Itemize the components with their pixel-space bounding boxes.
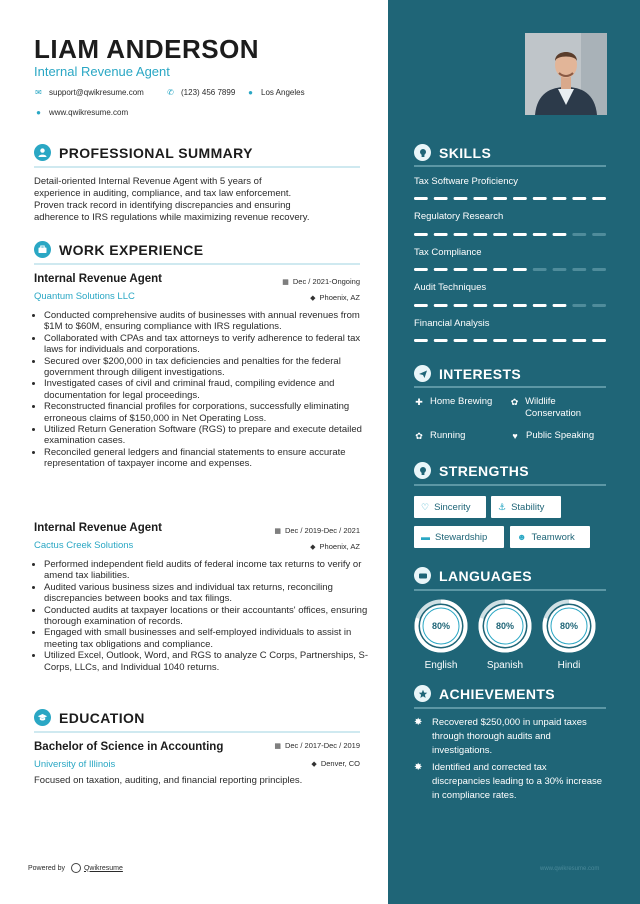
summary-line: experience in auditing, compliance, and tax law enforcement. [34, 188, 292, 199]
interests-heading: INTERESTS [439, 365, 522, 382]
language-name: Spanish [486, 660, 524, 671]
list-item: • Utilized Excel, Outlook, Word, and RGS to analyze C Corps, Partnerships, S-Corps, LLCs, and Individual 1040 returns. [44, 650, 374, 673]
list-item: • Conducted comprehensive audits of businesses with annual revenues from $1M to $60M, ensuring compliance with IRS regulations. [44, 310, 374, 333]
strength-label: Stability [511, 501, 545, 513]
skill-bar-segment [592, 268, 606, 271]
website-text: www.qwikresume.com [49, 108, 129, 117]
skill-label: Tax Software Proficiency [414, 176, 519, 187]
skill-bar [414, 304, 606, 307]
skills-divider [414, 165, 606, 167]
education-section-header [34, 709, 145, 726]
education-date-text: Dec / 2017-Dec / 2019 [284, 741, 360, 750]
skill-bar-segment [553, 304, 567, 307]
job-location-text: Phoenix, AZ [319, 542, 360, 551]
interest-label: Home Brewing [430, 396, 493, 407]
skill-bar-segment [473, 268, 487, 271]
skill-label: Audit Techniques [414, 282, 487, 293]
briefcase-icon [34, 241, 51, 258]
language-percent: 80% [431, 621, 451, 631]
interest-label: Wildlife Conservation [525, 396, 582, 419]
work-divider [34, 263, 360, 265]
skill-label: Regulatory Research [414, 211, 504, 222]
list-item: • Reconstructed financial profiles for corporations, successfully eliminating erroneous claims of $150,000 in Net Operating Loss. [44, 401, 374, 424]
list-item: • Reconciled general ledgers and financial statements to ensure accurate representation of taxpayer income and expenses. [44, 447, 374, 470]
interest-item [510, 430, 594, 442]
job-bullets [34, 310, 374, 470]
list-item: • Performed independent field audits of federal income tax returns to verify or amend tax liabilities. [44, 559, 374, 582]
skill-bar-segment [592, 197, 606, 200]
email-icon: ✉ [35, 88, 42, 97]
job-company: Cactus Creek Solutions [34, 540, 134, 551]
job-date [274, 526, 360, 535]
skill-bar-segment [454, 233, 468, 236]
skill-bar-segment [434, 339, 448, 342]
language-percent: 80% [495, 621, 515, 631]
anchor-icon: ⚓ [498, 501, 507, 512]
languages-divider [414, 589, 606, 591]
list-item: • Secured over $200,000 in tax deficiencies and penalties for the federal government through diligent investigations. [44, 356, 374, 379]
skill-bar [414, 339, 606, 342]
job-location-text: Phoenix, AZ [319, 293, 360, 302]
summary-heading: PROFESSIONAL SUMMARY [59, 144, 253, 161]
paper-plane-icon [414, 365, 431, 382]
languages-section-header [414, 567, 532, 584]
candidate-name: LIAM ANDERSON [34, 34, 260, 64]
strength-tag [414, 526, 504, 548]
skill-bar [414, 197, 606, 200]
strength-label: Sincerity [434, 501, 471, 513]
interests-section-header [414, 365, 521, 382]
languages-heading: LANGUAGES [439, 567, 533, 584]
language-item [541, 598, 597, 671]
achievement-item [414, 716, 606, 758]
skill-bar-segment [414, 304, 428, 307]
job-date [282, 277, 360, 286]
skill-bar-segment [414, 197, 428, 200]
skill-bar-segment [493, 339, 507, 342]
contact-email[interactable] [34, 88, 144, 97]
language-ring [413, 598, 469, 654]
calendar-icon: ▦ [274, 742, 281, 750]
skill-bar-segment [533, 197, 547, 200]
summary-section-header [34, 144, 253, 161]
powered-by-label: Powered by [28, 864, 65, 872]
qwikresume-logo-icon [71, 863, 81, 873]
skill-bar-segment [533, 339, 547, 342]
list-item: • Investigated cases of civil and criminal fraud, compiling evidence and documentation for legal proceedings. [44, 378, 374, 401]
skill-bar-segment [414, 339, 428, 342]
pin-icon: ◆ [310, 294, 316, 302]
lightbulb-icon [414, 462, 431, 479]
pawprint-icon: ✿ [510, 397, 519, 407]
skill-bar-segment [553, 197, 567, 200]
job-date-text: Dec / 2021-Ongoing [292, 277, 360, 286]
team-icon: ☻ [517, 532, 527, 542]
pin-icon: ◆ [310, 543, 316, 551]
contact-location [246, 88, 305, 97]
skill-bar-segment [592, 233, 606, 236]
language-name: English [424, 660, 458, 671]
skills-section-header [414, 144, 491, 161]
skill-bar-segment [473, 304, 487, 307]
phone-text: (123) 456 7899 [181, 88, 236, 97]
summary-line: adherence to IRS regulations while maximizing revenue recovery. [34, 212, 310, 223]
star-badge-icon: ✸ [414, 717, 423, 728]
skill-bar-segment [493, 233, 507, 236]
star-badge-icon [414, 685, 431, 702]
education-divider [34, 731, 360, 733]
strengths-divider [414, 484, 606, 486]
job-company: Quantum Solutions LLC [34, 291, 135, 302]
summary-divider [34, 166, 360, 168]
skill-bar-segment [473, 233, 487, 236]
skill-bar-segment [434, 197, 448, 200]
skill-bar-segment [473, 197, 487, 200]
degree-title: Bachelor of Science in Accounting [34, 741, 224, 753]
job-title: Internal Revenue Agent [34, 273, 163, 285]
star-badge-icon: ✸ [414, 762, 423, 773]
work-section-header [34, 241, 203, 258]
achievement-text: Recovered $250,000 in unpaid taxes through thorough audits and investigations. [432, 717, 587, 756]
skill-label: Financial Analysis [414, 318, 490, 329]
language-percent: 80% [559, 621, 579, 631]
strength-label: Stewardship [435, 531, 488, 543]
skill-bar-segment [592, 304, 606, 307]
skills-heading: SKILLS [439, 144, 492, 161]
money-icon: ▬ [421, 532, 430, 542]
skill-bar-segment [513, 339, 527, 342]
achievements-heading: ACHIEVEMENTS [439, 685, 556, 702]
skill-bar-segment [434, 233, 448, 236]
summary-text [34, 176, 364, 224]
job-date-text: Dec / 2019-Dec / 2021 [284, 526, 360, 535]
skill-bar-segment [493, 268, 507, 271]
skill-bar-segment [572, 268, 586, 271]
person-icon [34, 144, 51, 161]
education-location [311, 759, 360, 768]
sidebar-footer-site[interactable]: www.qwikresume.com [540, 866, 600, 872]
pawprint-icon: ✿ [415, 431, 423, 441]
pin-icon: ◆ [311, 760, 317, 768]
interest-item [414, 430, 465, 442]
skill-bar-segment [454, 197, 468, 200]
skill-bar-segment [454, 339, 468, 342]
puzzle-icon: ✚ [415, 397, 423, 407]
skill-bar-segment [414, 233, 428, 236]
education-date [274, 741, 360, 750]
profile-photo [525, 33, 607, 115]
strengths-heading: STRENGTHS [439, 462, 529, 479]
skill-bar-segment [572, 304, 586, 307]
school-name: University of Illinois [34, 759, 116, 770]
brand-link[interactable]: Qwikresume [83, 864, 123, 872]
skill-bar-segment [434, 304, 448, 307]
skill-bar-segment [414, 268, 428, 271]
list-item: • Audited various business sizes and individual tax returns, reconciling discrepancies between books and tax filings. [44, 582, 374, 605]
lightbulb-icon [414, 144, 431, 161]
skill-bar-segment [533, 304, 547, 307]
skill-bar-segment [513, 268, 527, 271]
list-item: • Conducted audits at taxpayer locations or their accountants' offices, ensuring thorough examination of records. [44, 605, 374, 628]
phone-icon: ✆ [167, 88, 174, 97]
strength-label: Teamwork [531, 531, 575, 543]
heart-icon: ♥ [512, 431, 518, 441]
strength-tag [510, 526, 590, 548]
contact-website[interactable] [34, 108, 128, 117]
skill-bar [414, 233, 606, 236]
contact-phone [166, 88, 235, 97]
achievements-divider [414, 707, 606, 709]
job-bullets [34, 559, 374, 673]
globe-icon: ● [36, 108, 41, 117]
skill-bar-segment [434, 268, 448, 271]
skill-bar-segment [513, 304, 527, 307]
email-text: support@qwikresume.com [49, 88, 144, 97]
skill-bar-segment [473, 339, 487, 342]
education-location-text: Denver, CO [320, 759, 360, 768]
skill-bar-segment [493, 197, 507, 200]
achievement-item [414, 761, 606, 803]
language-icon [414, 567, 431, 584]
calendar-icon: ▦ [274, 527, 281, 535]
language-item [477, 598, 533, 671]
list-item: • Engaged with small businesses and self-employed individuals to assist in meeting tax obligations and compliance. [44, 627, 374, 650]
interest-label: Public Speaking [526, 430, 595, 441]
strength-tag [414, 496, 486, 518]
skill-bar-segment [553, 339, 567, 342]
calendar-icon: ▦ [282, 278, 289, 286]
job-location [310, 293, 360, 302]
location-pin-icon: ● [248, 88, 253, 97]
skill-bar [414, 268, 606, 271]
powered-by [28, 863, 123, 873]
skill-bar-segment [572, 233, 586, 236]
job-title: Internal Revenue Agent [34, 522, 163, 534]
language-item [413, 598, 469, 671]
skill-bar-segment [513, 233, 527, 236]
candidate-title: Internal Revenue Agent [34, 64, 170, 79]
skill-bar-segment [454, 304, 468, 307]
skill-bar-segment [493, 304, 507, 307]
education-note: Focused on taxation, auditing, and financial reporting principles. [34, 775, 303, 786]
heart-outline-icon: ♡ [421, 501, 430, 512]
interest-item [414, 396, 492, 408]
interests-divider [414, 386, 606, 388]
skill-bar-segment [572, 197, 586, 200]
summary-line: Detail-oriented Internal Revenue Agent with 5 years of [34, 176, 262, 187]
interest-item [510, 396, 606, 420]
summary-line: Proven track record in identifying discrepancies and ensuring [34, 200, 291, 211]
skill-label: Tax Compliance [414, 247, 482, 258]
strengths-section-header [414, 462, 529, 479]
skill-bar-segment [513, 197, 527, 200]
language-ring [541, 598, 597, 654]
skill-bar-segment [592, 339, 606, 342]
skill-bar-segment [553, 233, 567, 236]
location-text: Los Angeles [261, 88, 305, 97]
language-name: Hindi [557, 660, 581, 671]
job-location [310, 542, 360, 551]
strength-tag [491, 496, 561, 518]
work-heading: WORK EXPERIENCE [59, 241, 204, 258]
skill-bar-segment [454, 268, 468, 271]
skill-bar-segment [553, 268, 567, 271]
achievements-section-header [414, 685, 555, 702]
education-heading: EDUCATION [59, 709, 145, 726]
skill-bar-segment [533, 233, 547, 236]
interest-label: Running [430, 430, 466, 441]
graduation-cap-icon [34, 709, 51, 726]
achievement-text: Identified and corrected tax discrepancies leading to a 30% increase in compliance rates. [432, 762, 603, 801]
language-ring [477, 598, 533, 654]
list-item: • Collaborated with CPAs and tax attorneys to verify adherence to federal tax laws for individuals and corporations. [44, 333, 374, 356]
list-item: • Utilized Return Generation Software (RGS) to prepare and execute detailed examination cases. [44, 424, 374, 447]
skill-bar-segment [572, 339, 586, 342]
skill-bar-segment [533, 268, 547, 271]
